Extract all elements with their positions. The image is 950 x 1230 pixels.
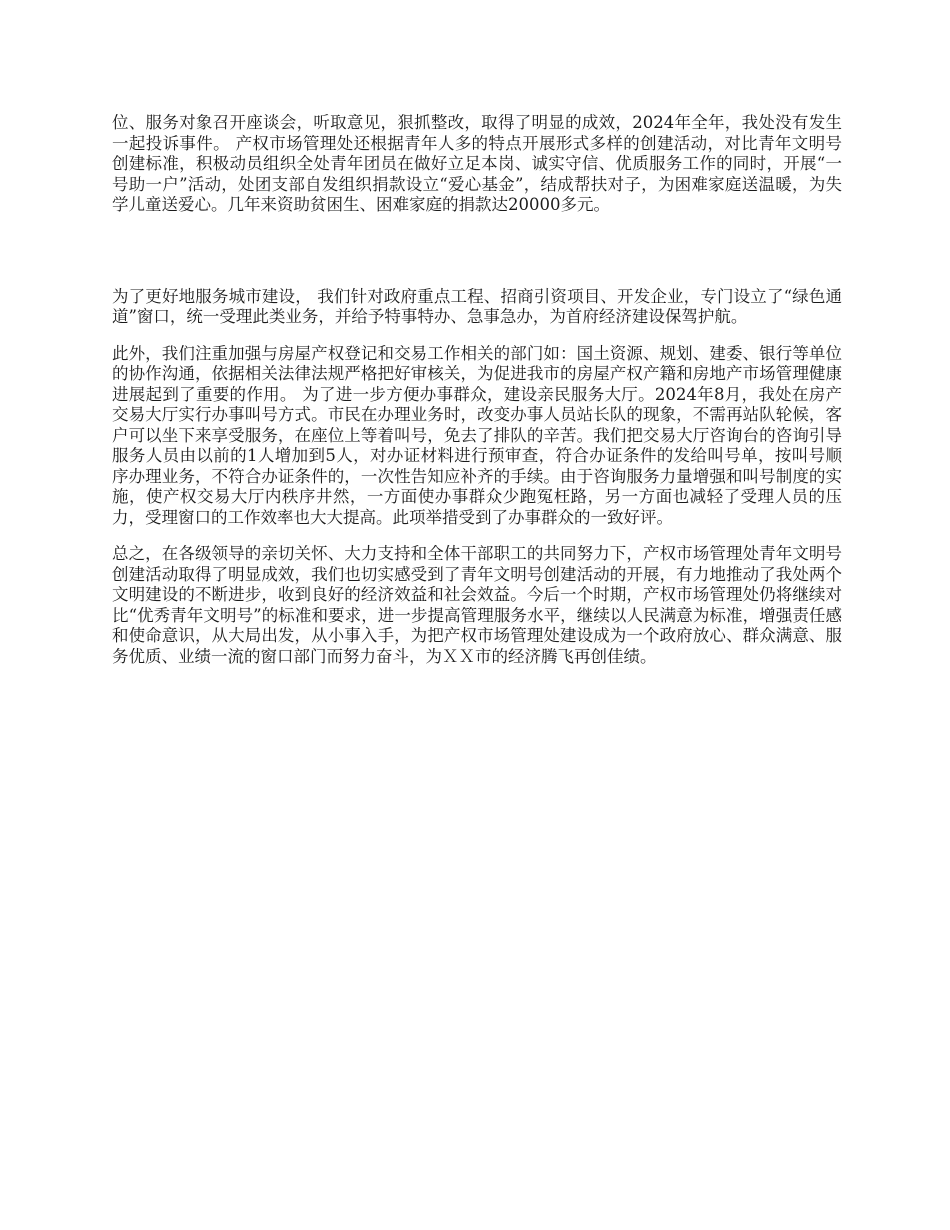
document-body <box>112 113 842 683</box>
paragraph-service-hall: 此外，我们注重加强与房屋产权登记和交易工作相关的部门如：国土资源、规划、建委、银行等单位的协作沟通，依据相关法律法规严格把好审核关，为促进我市的房屋产权产籍和房地产市场管理健康进展起到了重要的作用。 为了进一步方便办事群众，建设亲民服务大厅。2024年8月，我处在房产交易大厅实行办事叫号方式。市民在办理业务时，改变办事人员站长队的现象，不需再站队轮候，客户可以坐下来享受服务，在座位上等着叫号，免去了排队的辛苦。我们把交易大厅咨询台的咨询引导服务人员由以前的1人增加到5人，对办证材料进行预审查，符合办证条件的发给叫号单，按叫号顺序办理业务，不符合办证条件的，一次性告知应补齐的手续。由于咨询服务力量增强和叫号制度的实施，使产权交易大厅内秩序井然，一方面使办事群众少跑冤枉路，另一方面也减轻了受理人员的压力，受理窗口的工作效率也大大提高。此项举措受到了办事群众的一致好评。 <box>112 343 842 527</box>
paragraph-youth-activities: 位、服务对象召开座谈会，听取意见，狠抓整改，取得了明显的成效，2024年全年，我处没有发生一起投诉事件。 产权市场管理处还根据青年人多的特点开展形式多样的创建活动，对比青年文明号创建标准，积极动员组织全处青年团员在做好立足本岗、诚实守信、优质服务工作的同时，开展“一号助一户”活动，处团支部自发组织捐款设立“爱心基金”，结成帮扶对子，为困难家庭送温暖，为失学儿童送爱心。几年来资助贫困生、困难家庭的捐款达20000多元。 <box>112 113 842 214</box>
paragraph-green-channel: 为了更好地服务城市建设， 我们针对政府重点工程、招商引资项目、开发企业，专门设立了“绿色通道”窗口，统一受理此类业务，并给予特事特办、急事急办，为首府经济建设保驾护航。 <box>112 286 842 326</box>
paragraph-conclusion: 总之，在各级领导的亲切关怀、大力支持和全体干部职工的共同努力下，产权市场管理处青年文明号创建活动取得了明显成效，我们也切实感受到了青年文明号创建活动的开展，有力地推动了我处两个文明建设的不断进步，收到良好的经济效益和社会效益。今后一个时期，产权市场管理处仍将继续对比“优秀青年文明号”的标准和要求，进一步提高管理服务水平，继续以人民满意为标准，增强责任感和使命意识，从大局出发，从小事入手，为把产权市场管理处建设成为一个政府放心、群众满意、服务优质、业绩一流的窗口部门而努力奋斗，为ＸＸ市的经济腾飞再创佳绩。 <box>112 544 842 666</box>
